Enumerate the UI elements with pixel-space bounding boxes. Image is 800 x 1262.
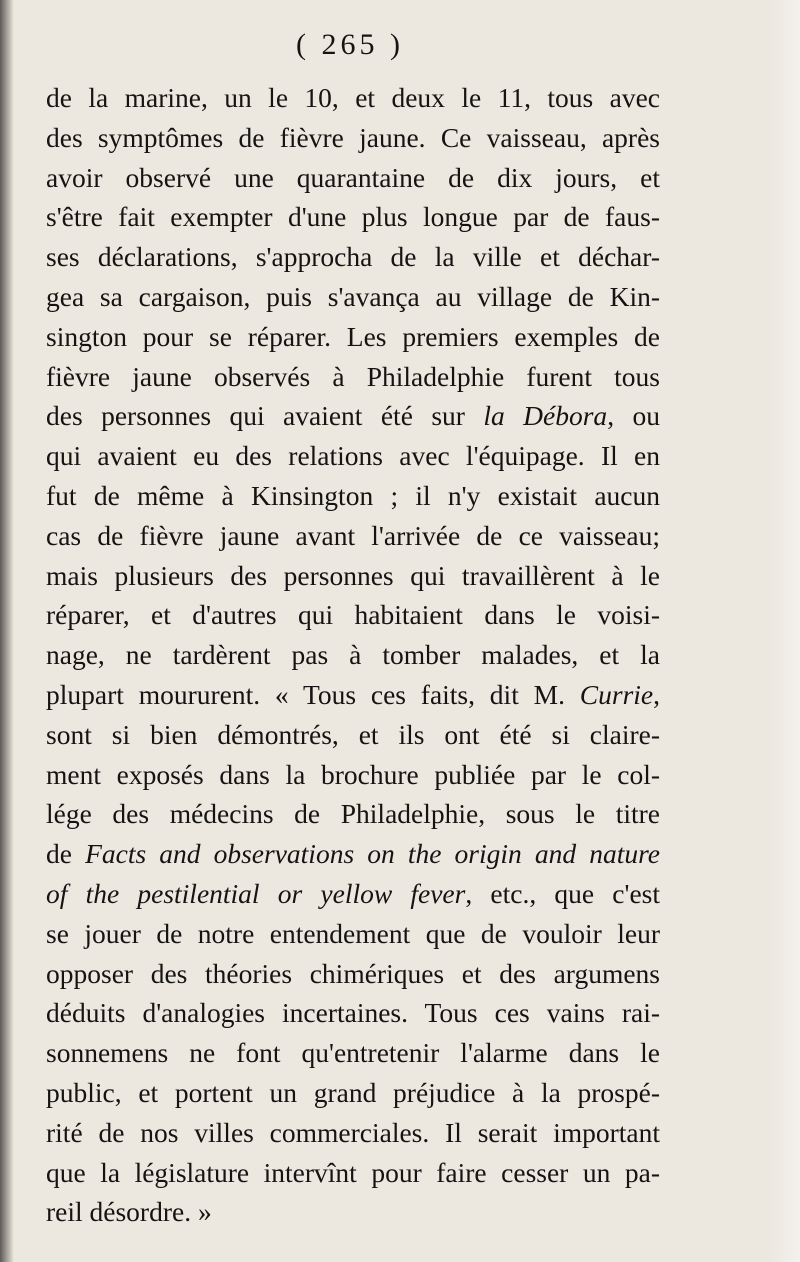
line-text-before: plupart moururent. « Tous ces faits, dit M. — [46, 678, 580, 710]
text-line — [46, 1192, 660, 1232]
text-line — [46, 78, 660, 118]
line-text: mais plusieurs des personnes qui travaillèrent à le — [46, 559, 660, 591]
text-line — [46, 516, 660, 556]
text-line — [46, 1033, 660, 1073]
line-text: sont si bien démontrés, et ils ont été si claire- — [46, 718, 660, 750]
text-line — [46, 715, 660, 755]
line-text: se jouer de notre entendement que de vouloir leur — [46, 917, 660, 949]
text-line — [46, 317, 660, 357]
line-text: cas de fièvre jaune avant l'arrivée de ce vaisseau; — [46, 519, 660, 551]
line-text: de la marine, un le 10, et deux le 11, tous avec — [46, 82, 660, 113]
italic-title: of the pestilential or yellow fever — [46, 877, 466, 909]
line-text: des symptômes de fièvre jaune. Ce vaisseau, après — [46, 121, 660, 153]
text-line — [46, 993, 660, 1033]
text-line — [46, 954, 660, 994]
line-text: sington pour se réparer. Les premiers exemples de — [46, 320, 660, 352]
page-gutter-shadow — [0, 0, 14, 1262]
line-text: s'être fait exempter d'une plus longue par de faus- — [46, 201, 660, 233]
text-line — [46, 277, 660, 317]
line-text-before: de — [46, 838, 86, 870]
text-line — [46, 834, 660, 874]
italic-title: Currie — [579, 678, 654, 710]
line-text: que la législature intervînt pour faire cesser un pa- — [46, 1156, 660, 1188]
text-line — [46, 635, 660, 675]
text-line — [46, 197, 660, 237]
page-edge-highlight — [770, 0, 800, 1262]
line-text: avoir observé une quarantaine de dix jours, et — [46, 161, 660, 193]
line-text: nage, ne tardèrent pas à tomber malades, et la — [46, 639, 660, 671]
line-text: public, et portent un grand préjudice à la prospé- — [46, 1076, 660, 1108]
line-text: sonnemens ne font qu'entretenir l'alarme dans le — [46, 1037, 660, 1069]
text-line — [46, 396, 660, 436]
text-line — [46, 158, 660, 198]
line-text-after: , — [653, 678, 660, 710]
page-number: ( 265 ) — [296, 28, 404, 61]
text-line — [46, 118, 660, 158]
italic-title: Facts and observations on the origin and nature — [85, 838, 660, 870]
line-text: opposer des théories chimériques et des argumens — [46, 957, 660, 989]
text-line — [46, 436, 660, 476]
text-line — [46, 675, 660, 715]
text-line — [46, 595, 660, 635]
line-text: rité de nos villes commerciales. Il serait important — [46, 1116, 660, 1148]
text-line — [46, 476, 660, 516]
line-text: ses déclarations, s'approcha de la ville et déchar- — [46, 241, 660, 273]
text-line — [46, 794, 660, 834]
line-text: réparer, et d'autres qui habitaient dans le voisi- — [46, 599, 660, 631]
line-text: qui avaient eu des relations avec l'équipage. Il en — [46, 440, 660, 472]
italic-title: la Débora — [483, 400, 608, 432]
line-text: fut de même à Kinsington ; il n'y existait aucun — [46, 479, 660, 511]
text-line — [46, 1113, 660, 1153]
line-text: gea sa cargaison, puis s'avança au village de Kin- — [46, 280, 660, 312]
text-line — [46, 556, 660, 596]
line-text: reil désordre. » — [46, 1196, 212, 1228]
text-line — [46, 914, 660, 954]
text-line — [46, 1153, 660, 1193]
text-line — [46, 1073, 660, 1113]
line-text: lége des médecins de Philadelphie, sous le titre — [46, 798, 660, 830]
text-line — [46, 357, 660, 397]
line-text: ment exposés dans la brochure publiée par le col- — [46, 758, 660, 790]
line-text-after: , etc., que c'est — [465, 877, 661, 909]
text-line — [46, 755, 660, 795]
line-text: déduits d'analogies incertaines. Tous ces vains rai- — [46, 997, 660, 1029]
text-line — [46, 874, 660, 914]
line-text-after: , ou — [607, 400, 660, 432]
body-text — [46, 78, 660, 1232]
text-line — [46, 237, 660, 277]
line-text-before: des personnes qui avaient été sur — [46, 400, 484, 432]
line-text: fièvre jaune observés à Philadelphie furent tous — [46, 360, 660, 392]
